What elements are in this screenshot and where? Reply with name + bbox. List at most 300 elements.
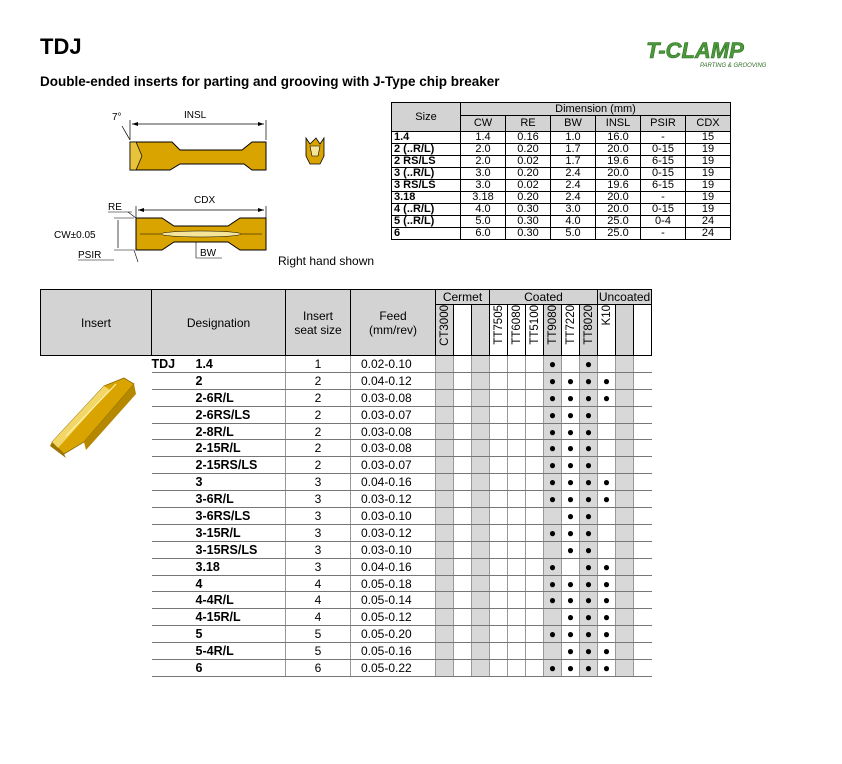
grade-cell [436,575,454,592]
designation-header: Designation [152,290,286,356]
grade-cell [436,541,454,558]
dimension-value-cell: 6-15 [641,156,686,168]
grade-cell [634,541,652,558]
grade-cell [436,592,454,609]
availability-dot: ● [580,660,598,677]
grade-cell [490,423,508,440]
designation-cell [152,575,286,592]
availability-dot: ● [598,643,616,660]
dimension-value-cell: 0.30 [506,216,551,228]
dimension-value-cell: 0.20 [506,168,551,180]
availability-dot: ● [580,406,598,423]
dimension-value-cell: 1.4 [461,132,506,144]
feed-header-label: Feed (mm/rev) [369,308,417,337]
feed-cell: 0.03-0.07 [351,457,436,474]
grade-cell [436,389,454,406]
dimension-value-cell: 2.0 [461,156,506,168]
grade-cell [526,491,544,508]
feed-cell: 0.04-0.16 [351,474,436,491]
feed-cell: 0.02-0.10 [351,356,436,373]
grade-col-header [490,305,508,356]
grade-cell [526,643,544,660]
designation-cell [152,558,286,575]
availability-dot: ● [544,474,562,491]
grade-cell [634,491,652,508]
grade-row [41,356,652,373]
dimension-col-header: INSL [596,116,641,132]
dimension-value-cell: 6.0 [461,228,506,240]
grade-cell [598,541,616,558]
grade-col-header [472,305,490,356]
dimension-value-cell: 20.0 [596,168,641,180]
designation-text: 5 [195,627,203,642]
availability-dot: ● [544,592,562,609]
dimension-value-cell: - [641,228,686,240]
grade-cell [472,423,490,440]
availability-dot: ● [562,423,580,440]
designation-cell [152,389,286,406]
grade-cell [616,406,634,423]
cermet-header: Cermet [436,290,490,305]
dimension-size-cell: 4 (..R/L) [392,204,461,216]
dimension-row [392,228,731,240]
availability-dot: ● [544,524,562,541]
grade-cell [508,423,526,440]
grade-cell [490,541,508,558]
dimension-value-cell: 3.0 [461,168,506,180]
grade-name: TT7505 [492,305,505,345]
grade-cell [436,406,454,423]
dimension-size-cell: 2 (..R/L) [392,144,461,156]
grade-cell [436,440,454,457]
seat-size-cell: 2 [286,372,351,389]
grade-cell [526,626,544,643]
grade-cell [616,643,634,660]
dimension-value-cell: 24 [686,228,731,240]
dimension-value-cell: 6-15 [641,180,686,192]
grade-cell [634,575,652,592]
availability-dot: ● [562,575,580,592]
grade-cell [490,558,508,575]
grade-cell [526,508,544,525]
grade-cell [454,541,472,558]
dimension-col-header: PSIR [641,116,686,132]
grade-cell [508,524,526,541]
grade-cell [508,558,526,575]
dimension-value-cell: 5.0 [461,216,506,228]
dimension-value-cell: 19.6 [596,156,641,168]
grade-cell [526,440,544,457]
designation-cell [152,406,286,423]
grade-cell [472,524,490,541]
designation-cell [152,643,286,660]
grade-cell [598,440,616,457]
seat-size-cell: 2 [286,389,351,406]
insert-technical-drawing [52,100,384,275]
dimension-value-cell: 19 [686,180,731,192]
grade-cell [490,474,508,491]
grade-cell [616,524,634,541]
feed-cell: 0.05-0.22 [351,660,436,677]
availability-dot: ● [598,575,616,592]
seat-size-cell: 4 [286,575,351,592]
availability-dot: ● [544,423,562,440]
availability-dot: ● [562,524,580,541]
dimension-value-cell: 25.0 [596,228,641,240]
feed-cell: 0.04-0.16 [351,558,436,575]
grade-cell [598,356,616,373]
seat-header [286,290,351,356]
grade-col-header [544,305,562,356]
availability-dot: ● [562,660,580,677]
grade-cell [616,541,634,558]
designation-text: 1.4 [195,356,213,371]
grade-name: TT5100 [528,305,541,345]
grade-cell [526,541,544,558]
seat-size-cell: 3 [286,558,351,575]
grade-cell [490,643,508,660]
dimension-size-cell: 3.18 [392,192,461,204]
designation-cell [152,524,286,541]
grade-cell [490,356,508,373]
designation-text: 2-6RS/LS [195,407,251,422]
grade-cell [598,457,616,474]
designation-text: 4-15R/L [195,610,241,625]
grade-cell [526,356,544,373]
grade-cell [472,491,490,508]
grade-cell [526,372,544,389]
availability-dot: ● [580,457,598,474]
dimension-size-cell: 3 RS/LS [392,180,461,192]
availability-dot: ● [598,609,616,626]
grade-cell [634,626,652,643]
availability-dot: ● [544,457,562,474]
availability-dot: ● [580,491,598,508]
designation-text: 3 [195,475,203,490]
bw-label: BW [200,248,217,259]
dimension-row [392,168,731,180]
grade-cell [472,356,490,373]
dimension-row [392,144,731,156]
feed-cell: 0.05-0.18 [351,575,436,592]
availability-dot: ● [580,626,598,643]
dimension-value-cell: 0.02 [506,156,551,168]
designation-cell [152,508,286,525]
dimension-table [391,102,731,240]
designation-cell [152,356,286,373]
grade-cell [634,592,652,609]
dimension-value-cell: 19 [686,192,731,204]
seat-size-cell: 3 [286,541,351,558]
grade-cell [454,643,472,660]
availability-dot: ● [562,491,580,508]
availability-dot: ● [544,356,562,373]
grade-cell [616,474,634,491]
availability-dot: ● [580,474,598,491]
grade-cell [544,508,562,525]
availability-dot: ● [562,643,580,660]
availability-dot: ● [580,389,598,406]
designation-text: 3.18 [195,559,220,574]
dimension-size-cell: 2 RS/LS [392,156,461,168]
dimension-value-cell: 2.4 [551,192,596,204]
dimension-value-cell: 19 [686,204,731,216]
designation-cell [152,660,286,677]
seat-size-cell: 2 [286,406,351,423]
dimension-size-cell: 5 (..R/L) [392,216,461,228]
feed-cell: 0.03-0.08 [351,389,436,406]
page-subtitle: Double-ended inserts for parting and grooving with J-Type chip breaker [40,74,500,89]
grade-cell [472,389,490,406]
grade-cell [634,440,652,457]
seat-size-cell: 3 [286,524,351,541]
grade-cell [490,491,508,508]
dimension-value-cell: 3.18 [461,192,506,204]
dimension-row [392,180,731,192]
dimension-value-cell: 19.6 [596,180,641,192]
dimension-value-cell: 20.0 [596,204,641,216]
feed-cell: 0.03-0.08 [351,423,436,440]
grade-cell [436,423,454,440]
dimension-size-cell: 1.4 [392,132,461,144]
availability-dot: ● [580,508,598,525]
availability-dot: ● [562,609,580,626]
grade-cell [616,660,634,677]
grade-cell [634,423,652,440]
insert-header: Insert [41,290,152,356]
designation-text: 5-4R/L [195,644,234,659]
dimension-value-cell: 3.0 [461,180,506,192]
feed-cell: 0.03-0.12 [351,524,436,541]
grade-col-header [508,305,526,356]
grade-cell [526,558,544,575]
dimension-value-cell: 19 [686,156,731,168]
grade-cell [436,609,454,626]
feed-header [351,290,436,356]
availability-dot: ● [580,643,598,660]
availability-dot: ● [580,356,598,373]
availability-dot: ● [544,389,562,406]
grade-cell [436,491,454,508]
availability-dot: ● [580,440,598,457]
dimension-row [392,192,731,204]
grade-cell [508,609,526,626]
size-header: Size [392,103,461,132]
availability-dot: ● [598,626,616,643]
availability-dot: ● [598,389,616,406]
dimension-value-cell: 19 [686,168,731,180]
grade-name: TT7220 [564,305,577,345]
grade-cell [526,575,544,592]
grade-cell [472,541,490,558]
designation-text: 3-6RS/LS [195,508,251,523]
grade-cell [526,660,544,677]
grade-cell [616,440,634,457]
dimension-value-cell: 2.4 [551,168,596,180]
grade-cell [634,508,652,525]
grade-cell [634,457,652,474]
page-title: TDJ [40,34,82,59]
designation-text: 2 [195,373,203,388]
grade-cell [436,660,454,677]
grade-cell [634,558,652,575]
availability-dot: ● [580,558,598,575]
availability-dot: ● [562,440,580,457]
grade-cell [490,389,508,406]
feed-cell: 0.05-0.12 [351,609,436,626]
seat-size-cell: 2 [286,440,351,457]
dimension-value-cell: 25.0 [596,216,641,228]
designation-cell [152,440,286,457]
grade-cell [436,524,454,541]
grade-cell [562,356,580,373]
grade-cell [508,491,526,508]
grade-cell [616,626,634,643]
grade-cell [508,474,526,491]
brand-logo-text: T-CLAMP [646,38,744,63]
seat-size-cell: 3 [286,474,351,491]
grade-cell [454,474,472,491]
designation-text: 2-15RS/LS [195,458,258,473]
availability-dot: ● [544,660,562,677]
grade-cell [436,474,454,491]
availability-dot: ● [562,406,580,423]
grade-cell [472,558,490,575]
availability-dot: ● [580,592,598,609]
dimension-value-cell: 4.0 [551,216,596,228]
grade-cell [634,389,652,406]
grade-cell [526,423,544,440]
cw-label: CW±0.05 [54,230,96,241]
grade-cell [454,423,472,440]
feed-cell: 0.03-0.08 [351,440,436,457]
grade-cell [454,575,472,592]
grade-name: K10 [600,305,613,326]
grade-cell [508,592,526,609]
dimension-col-header: CW [461,116,506,132]
feed-cell: 0.03-0.10 [351,541,436,558]
designation-text: 4 [195,576,203,591]
grade-cell [472,643,490,660]
grade-cell [616,592,634,609]
availability-dot: ● [580,575,598,592]
dimension-row [392,132,731,144]
dimension-value-cell: 0-15 [641,168,686,180]
insert-end-view [306,138,324,164]
grade-cell [436,643,454,660]
grade-name: TT9080 [546,305,559,345]
dimension-size-cell: 6 [392,228,461,240]
grade-cell [454,626,472,643]
grade-cell [490,440,508,457]
designation-text: 3-15RS/LS [195,542,258,557]
grade-cell [562,558,580,575]
designation-cell [152,626,286,643]
grade-col-header [598,305,616,356]
seat-size-cell: 3 [286,491,351,508]
dimension-value-cell: 3.0 [551,204,596,216]
grade-cell [634,660,652,677]
insert-top-view [136,218,266,250]
grade-cell [454,356,472,373]
grade-cell [472,508,490,525]
designation-text: 4-4R/L [195,593,234,608]
grade-cell [490,406,508,423]
dimension-row [392,156,731,168]
dimension-row [392,204,731,216]
grade-cell [616,389,634,406]
grade-cell [454,558,472,575]
uncoated-header: Uncoated [598,290,651,304]
insl-label: INSL [184,110,207,121]
grade-cell [616,356,634,373]
availability-dot: ● [562,457,580,474]
dimension-value-cell: - [641,132,686,144]
grade-cell [472,609,490,626]
availability-dot: ● [544,440,562,457]
grade-cell [634,609,652,626]
seat-size-cell: 4 [286,592,351,609]
grade-cell [634,406,652,423]
grade-cell [454,491,472,508]
grade-cell [454,389,472,406]
designation-cell [152,491,286,508]
grade-col-header [454,305,472,356]
grade-cell [508,406,526,423]
designation-cell [152,457,286,474]
designation-text: 3-15R/L [195,525,241,540]
grade-cell [454,440,472,457]
dimension-value-cell: 0.30 [506,204,551,216]
seat-size-cell: 5 [286,643,351,660]
brand-logo [642,36,784,70]
dimension-value-cell: 15 [686,132,731,144]
designation-cell [152,474,286,491]
dimension-value-cell: 5.0 [551,228,596,240]
designation-cell [152,592,286,609]
availability-dot: ● [544,372,562,389]
feed-cell: 0.03-0.12 [351,491,436,508]
grade-cell [490,524,508,541]
grade-cell [598,524,616,541]
availability-dot: ● [598,660,616,677]
dimension-value-cell: 0.16 [506,132,551,144]
grade-cell [454,524,472,541]
seat-size-cell: 2 [286,423,351,440]
availability-dot: ● [580,609,598,626]
grade-cell [472,406,490,423]
availability-dot: ● [598,372,616,389]
grade-cell [508,356,526,373]
grade-cell [508,626,526,643]
grade-cell [472,372,490,389]
grade-cell [508,660,526,677]
dimension-value-cell: 0.20 [506,144,551,156]
dimension-value-cell: 1.7 [551,156,596,168]
grade-cell [436,457,454,474]
grade-cell [598,406,616,423]
grade-cell [490,457,508,474]
designation-cell [152,609,286,626]
grade-cell [634,524,652,541]
seat-size-cell: 6 [286,660,351,677]
grade-cell [490,626,508,643]
drawing-caption: Right hand shown [278,254,375,268]
dimension-value-cell: 20.0 [596,192,641,204]
availability-dot: ● [598,592,616,609]
grade-cell [472,440,490,457]
dimension-row [392,216,731,228]
